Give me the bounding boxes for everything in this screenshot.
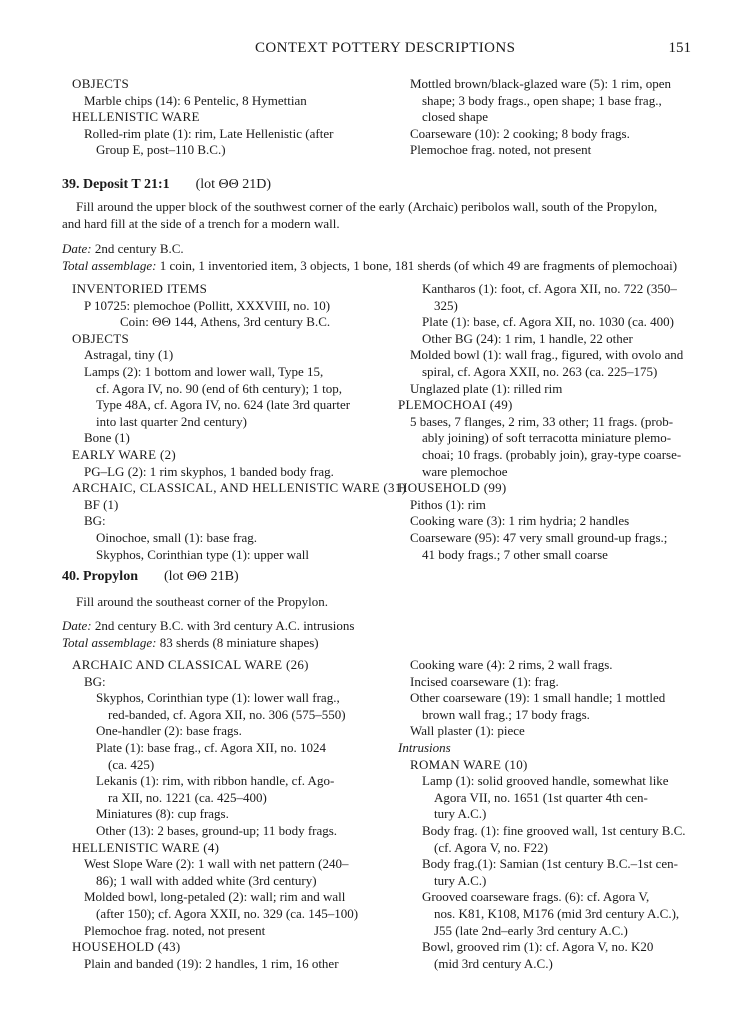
date-label: Date: (62, 618, 92, 633)
list-item: Molded bowl (1): wall frag., figured, with ovolo and (410, 347, 684, 363)
list-item: Marble chips (14): 6 Pentelic, 8 Hymettian (84, 92, 307, 108)
list-item: Coarseware (95): 47 very small ground-up frags.; (410, 529, 668, 545)
list-item: Plate (1): base, cf. Agora XII, no. 1030 (ca. 400) (422, 314, 674, 330)
top-right-column (410, 76, 710, 159)
list-item: (after 150); cf. Agora XXII, no. 329 (ca. 145–100) (96, 905, 359, 921)
list-item: Cooking ware (4): 2 rims, 2 wall frags. (410, 657, 613, 672)
list-item: Coarseware (10): 2 cooking; 8 body frags. (410, 125, 630, 141)
deposit-40-left-column (72, 657, 402, 972)
category-heading: EARLY WARE (2) (72, 446, 176, 462)
list-item: (mid 3rd century A.C.) (434, 955, 553, 971)
description-line: Fill around the upper block of the southwest corner of the early (Archaic) peribolos wall, south of the Propylon, (76, 199, 658, 214)
list-item: ware plemochoe (422, 463, 508, 479)
category-heading: HOUSEHOLD (43) (72, 939, 181, 955)
description-line: and hard fill at the side of a trench for a modern wall. (62, 215, 340, 231)
list-item: Molded bowl, long-petaled (2): wall; rim and wall (84, 889, 346, 905)
list-item: 5 bases, 7 flanges, 2 rim, 33 other; 11 frags. (prob- (410, 413, 674, 429)
list-item: Kantharos (1): foot, cf. Agora XII, no. 722 (350– (422, 281, 677, 296)
list-item: Skyphos, Corinthian type (1): upper wall (96, 546, 310, 562)
category-heading: HOUSEHOLD (99) (398, 480, 507, 496)
list-item: cf. Agora IV, no. 90 (end of 6th century); 1 top, (96, 380, 342, 396)
list-item: West Slope Ware (2): 1 wall with net pattern (240– (84, 856, 349, 872)
list-item: Lamps (2): 1 bottom and lower wall, Type 15, (84, 363, 324, 379)
list-item: tury A.C.) (434, 806, 487, 822)
list-item: Cooking ware (3): 1 rim hydria; 2 handles (410, 513, 630, 529)
deposit-40-right-column (398, 657, 710, 972)
deposit-39-title: 39. Deposit T 21:1 (62, 177, 170, 192)
category-heading: HELLENISTIC WARE (4) (72, 839, 220, 855)
list-item: Body frag. (1): fine grooved wall, 1st century B.C. (422, 822, 686, 838)
deposit-39-description (62, 199, 702, 232)
list-item: PG–LG (2): 1 rim skyphos, 1 banded body frag. (84, 463, 334, 479)
list-item: Oinochoe, small (1): base frag. (96, 529, 258, 545)
list-item: P 10725: plemochoe (Pollitt, XXXVIII, no. 10) (84, 297, 331, 313)
deposit-40-description (62, 594, 702, 611)
list-item: Astragal, tiny (1) (84, 347, 174, 363)
deposit-39-lot: (lot ΘΘ 21D) (195, 177, 272, 192)
list-item: (cf. Agora V, no. F22) (434, 839, 548, 855)
running-title: CONTEXT POTTERY DESCRIPTIONS (255, 40, 516, 56)
total-label: Total assemblage: (62, 257, 157, 273)
list-item: brown wall frag.; 17 body frags. (422, 706, 590, 722)
list-item: into last quarter 2nd century) (96, 413, 247, 429)
list-item: ably joining) of soft terracotta miniature plemo- (422, 430, 672, 446)
list-item: Other (13): 2 bases, ground-up; 11 body frags. (96, 822, 338, 838)
list-item: Plemochoe frag. noted, not present (84, 922, 266, 938)
list-item: J55 (late 2nd–early 3rd century A.C.) (434, 922, 628, 938)
list-item: Wall plaster (1): piece (410, 723, 525, 739)
list-item: Type 48A, cf. Agora IV, no. 624 (late 3rd quarter (96, 397, 351, 413)
list-item: shape; 3 body frags., open shape; 1 base frag., (422, 92, 662, 108)
deposit-40-title: 40. Propylon (62, 569, 138, 584)
deposit-39-right-column (398, 281, 710, 563)
list-item: Lamp (1): solid grooved handle, somewhat like (422, 773, 669, 789)
list-item: Plate (1): base frag., cf. Agora XII, no. 1024 (96, 739, 326, 755)
list-item: Rolled-rim plate (1): rim, Late Hellenistic (after (84, 125, 334, 141)
list-item: choai; 10 frags. (probably join), gray-type coarse- (422, 446, 682, 462)
list-item: Agora VII, no. 1651 (1st quarter 4th cen- (434, 789, 648, 805)
list-item: Group E, post–110 B.C.) (96, 142, 226, 158)
category-heading: HELLENISTIC WARE (72, 109, 200, 125)
list-item: Bowl, grooved rim (1): cf. Agora V, no. K20 (422, 939, 654, 955)
list-item: Other BG (24): 1 rim, 1 handle, 22 other (422, 330, 633, 346)
list-item: Bone (1) (84, 430, 130, 446)
total-label: Total assemblage: (62, 634, 157, 650)
total-value: 1 coin, 1 inventoried item, 3 objects, 1 bone, 181 sherds (of which 49 are fragments of plemochoai) (159, 257, 678, 273)
list-item: Skyphos, Corinthian type (1): lower wall frag., (96, 690, 340, 706)
list-item: ra XII, no. 1221 (ca. 425–400) (108, 789, 267, 805)
category-heading: ARCHAIC, CLASSICAL, AND HELLENISTIC WARE (31) (72, 480, 407, 496)
list-item: 86); 1 wall with added white (3rd century) (96, 872, 317, 888)
deposit-40-lot: (lot ΘΘ 21B) (163, 569, 239, 584)
deposit-40-summary (62, 618, 702, 651)
intrusions-heading: Intrusions (398, 739, 451, 755)
deposit-39-summary (62, 241, 702, 274)
category-heading: OBJECTS (72, 76, 130, 91)
list-item: Unglazed plate (1): rilled rim (410, 380, 563, 396)
list-item: red-banded, cf. Agora XII, no. 306 (575–550) (108, 706, 346, 722)
top-left-column (72, 76, 392, 159)
list-item: Plain and banded (19): 2 handles, 1 rim, 16 other (84, 955, 339, 971)
list-item: One-handler (2): base frags. (96, 723, 242, 739)
list-item: BG: (84, 673, 106, 689)
list-item: BG: (84, 513, 106, 529)
list-item: nos. K81, K108, M176 (mid 3rd century A.C.), (434, 905, 680, 921)
list-item: Lekanis (1): rim, with ribbon handle, cf. Ago- (96, 773, 335, 789)
list-item: 325) (434, 297, 458, 313)
list-item: closed shape (422, 109, 489, 125)
category-heading: ARCHAIC AND CLASSICAL WARE (26) (72, 657, 309, 672)
category-heading: ROMAN WARE (10) (410, 756, 528, 772)
page-number: 151 (668, 40, 691, 56)
category-heading: OBJECTS (72, 330, 130, 346)
list-item: Grooved coarseware frags. (6): cf. Agora V, (422, 889, 650, 905)
list-item: Pithos (1): rim (410, 496, 486, 512)
list-item: spiral, cf. Agora XXII, no. 263 (ca. 225–175) (422, 363, 658, 379)
category-heading: INVENTORIED ITEMS (72, 281, 208, 296)
page-header (255, 40, 691, 62)
deposit-40-heading (62, 569, 239, 585)
total-value: 83 sherds (8 miniature shapes) (159, 634, 319, 650)
date-label: Date: (62, 241, 92, 256)
list-item: tury A.C.) (434, 872, 487, 888)
list-item: Coin: ΘΘ 144, Athens, 3rd century B.C. (120, 314, 331, 330)
description-line: Fill around the southeast corner of the Propylon. (76, 594, 329, 609)
date-value: 2nd century B.C. (94, 241, 184, 256)
list-item: Plemochoe frag. noted, not present (410, 142, 592, 158)
category-heading: PLEMOCHOAI (49) (398, 397, 513, 413)
list-item: 41 body frags.; 7 other small coarse (422, 546, 608, 562)
list-item: BF (1) (84, 496, 119, 512)
list-item: (ca. 425) (108, 756, 155, 772)
date-value: 2nd century B.C. with 3rd century A.C. intrusions (94, 618, 355, 633)
deposit-39-left-column (72, 281, 407, 563)
list-item: Miniatures (8): cup frags. (96, 806, 229, 822)
list-item: Other coarseware (19): 1 small handle; 1 mottled (410, 690, 666, 706)
list-item: Body frag.(1): Samian (1st century B.C.–1st cen- (422, 856, 678, 872)
deposit-39-heading (62, 177, 271, 193)
list-item: Incised coarseware (1): frag. (410, 673, 559, 689)
list-item: Mottled brown/black-glazed ware (5): 1 rim, open (410, 76, 671, 91)
